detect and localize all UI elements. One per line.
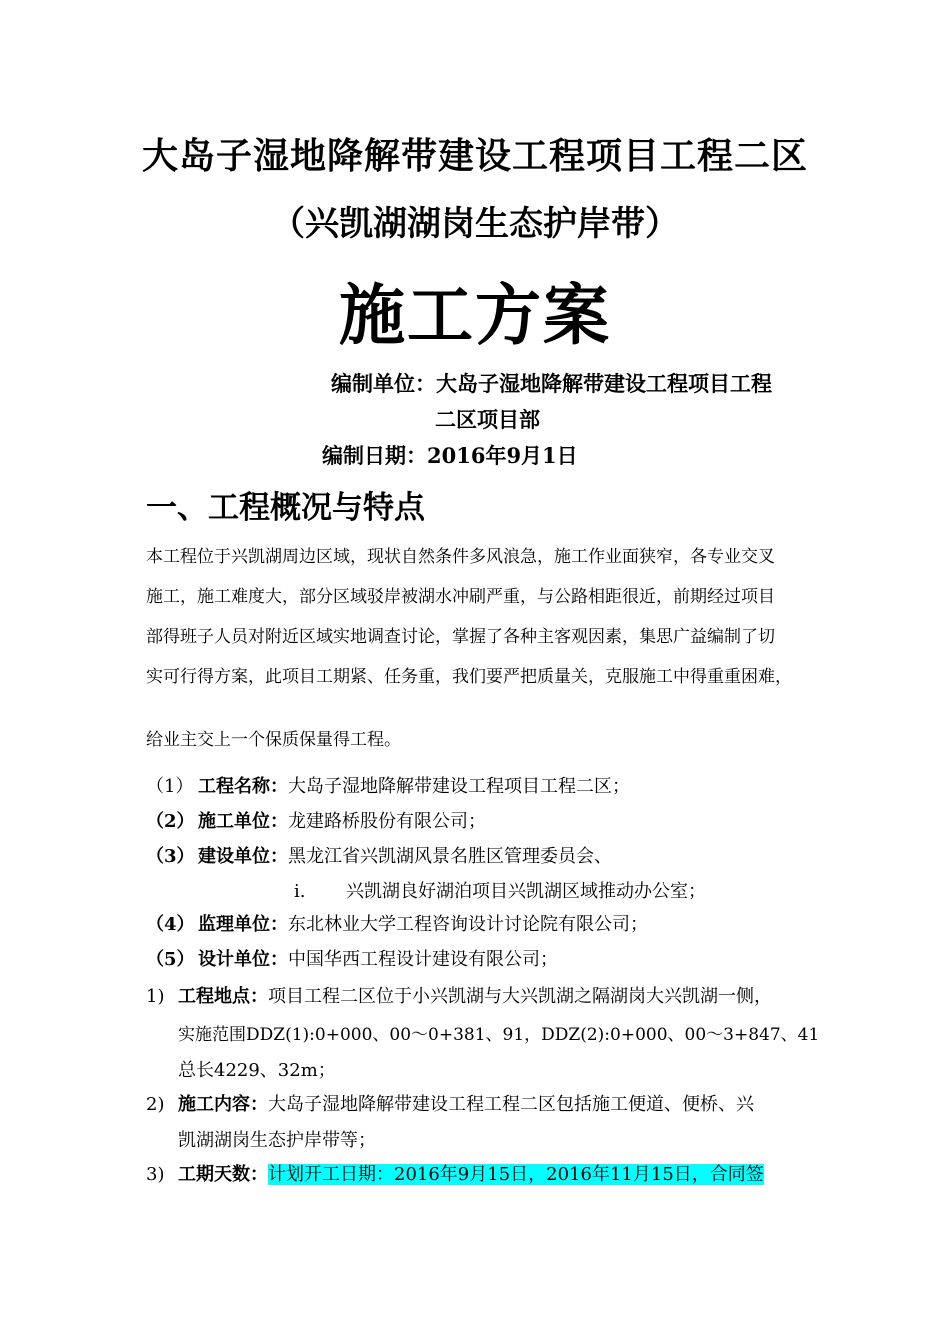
item-label: 施工单位： (198, 811, 288, 832)
para-line: 部得班子人员对附近区域实地调查讨论，掌握了各种主客观因素，集思广益编制了切 (146, 627, 775, 647)
detail-num: 3) (146, 1164, 165, 1185)
detail-location (146, 982, 772, 1008)
item-num: i. (294, 881, 306, 902)
list-item (146, 772, 630, 798)
doc-title-line1: 大岛子湿地降解带建设工程项目工程二区 (141, 135, 808, 177)
item-num: （2） (146, 811, 195, 832)
detail-label: 施工内容： (178, 1094, 268, 1115)
compile-unit-cont: 二区项目部 (435, 407, 540, 432)
item-label: 监理单位： (198, 914, 288, 935)
doc-title-main: 施工方案 (339, 276, 611, 354)
para-line: 本工程位于兴凯湖周边区域，现状自然条件多风浪急，施工作业面狭窄，各专业交叉 (146, 547, 775, 567)
section-heading: 一、工程概况与特点 (146, 490, 425, 526)
doc-title-line2: （兴凯湖湖岗生态护岸带） (271, 204, 679, 244)
item-num: （3） (146, 846, 195, 867)
item-label: 建设单位： (198, 846, 288, 867)
item-num: （5） (146, 949, 195, 970)
item-value: 东北林业大学工程咨询设计讨论院有限公司； (288, 914, 648, 935)
item-num: （1） (146, 776, 194, 797)
item-value: 中国华西工程设计建设有限公司； (288, 949, 558, 970)
detail-label: 工程地点： (178, 986, 268, 1007)
detail-num: 2) (146, 1094, 165, 1115)
compile-unit-label: 编制单位： (331, 371, 436, 396)
list-item (294, 877, 706, 903)
item-label: 设计单位： (198, 949, 288, 970)
item-label: 工程名称： (198, 776, 288, 797)
list-item (146, 807, 486, 833)
para-line: 给业主交上一个保质保量得工程。 (146, 730, 401, 750)
detail-text: 项目工程二区位于小兴凯湖与大兴凯湖之隔湖岗大兴凯湖一侧， (268, 986, 772, 1007)
list-item (146, 842, 612, 868)
list-item (146, 910, 648, 936)
compile-date-label: 编制日期： (322, 443, 427, 468)
item-num: （4） (146, 914, 195, 935)
detail-duration (146, 1160, 764, 1186)
item-value: 大岛子湿地降解带建设工程项目工程二区； (288, 776, 630, 797)
item-value: 黑龙江省兴凯湖风景名胜区管理委员会、 (288, 846, 612, 867)
detail-text: 总长4229、32m； (178, 1060, 336, 1081)
detail-content (146, 1090, 754, 1116)
detail-text: 实施范围DDZ(1):0+000、00～0+381、91，DDZ(2):0+000、00～3+847、41 (178, 1025, 820, 1045)
detail-text: 大岛子湿地降解带建设工程工程二区包括施工便道、便桥、兴 (268, 1094, 754, 1115)
compile-unit (331, 368, 772, 398)
item-value: 龙建路桥股份有限公司； (288, 811, 486, 832)
compile-date (322, 440, 578, 470)
detail-text: 凯湖湖岗生态护岸带等； (178, 1130, 376, 1151)
detail-label: 工期天数： (178, 1164, 268, 1185)
detail-num: 1) (146, 986, 165, 1007)
para-line: 施工，施工难度大，部分区域驳岸被湖水冲刷严重，与公路相距很近，前期经过项目 (146, 587, 775, 607)
item-value: 兴凯湖良好湖泊项目兴凯湖区域推动办公室； (346, 881, 706, 902)
compile-date-value: 2016年9月1日 (427, 443, 578, 468)
list-item (146, 945, 558, 971)
para-line: 实可行得方案，此项目工期紧、任务重，我们要严把质量关，克服施工中得重重困难， (146, 667, 792, 687)
compile-unit-value: 大岛子湿地降解带建设工程项目工程 (436, 371, 772, 396)
detail-text-highlighted: 计划开工日期：2016年9月15日，2016年11月15日，合同签 (268, 1164, 764, 1185)
